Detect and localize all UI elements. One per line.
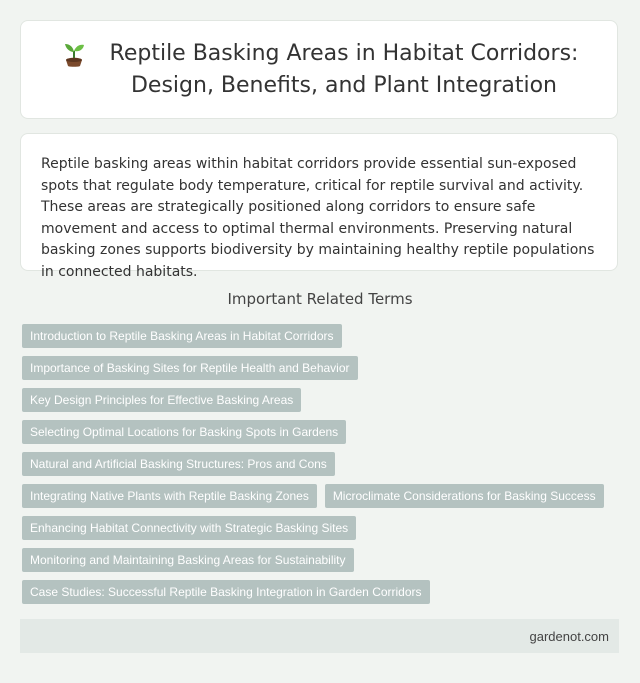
term-tag[interactable]: Key Design Principles for Effective Basking Areas (22, 388, 301, 412)
title-block (60, 38, 579, 102)
term-tag[interactable]: Case Studies: Successful Reptile Basking Integration in Garden Corridors (22, 580, 430, 604)
term-tag[interactable]: Monitoring and Maintaining Basking Areas for Sustainability (22, 548, 354, 572)
term-tag[interactable]: Enhancing Habitat Connectivity with Strategic Basking Sites (22, 516, 356, 540)
term-tag[interactable]: Microclimate Considerations for Basking Success (325, 484, 604, 508)
summary-text: Reptile basking areas within habitat corridors provide essential sun-exposed spots that regulate body temperature, critical for reptile survival and activity. These areas are strategically positioned along corridors to ensure safe movement and access to optimal thermal environments. Preserving natural basking zones supports biodiversity by maintaining healthy reptile populations in connected habitats. (41, 156, 595, 280)
footer (20, 619, 619, 653)
term-tag[interactable]: Integrating Native Plants with Reptile Basking Zones (22, 484, 317, 508)
title-line-1: Reptile Basking Areas in Habitat Corridors: (109, 40, 579, 66)
term-tag[interactable]: Selecting Optimal Locations for Basking Spots in Gardens (22, 420, 346, 444)
page-title (110, 38, 579, 102)
title-card (20, 20, 618, 119)
term-tag[interactable]: Introduction to Reptile Basking Areas in Habitat Corridors (22, 324, 342, 348)
seedling-icon (60, 40, 88, 68)
title-line-2: Design, Benefits, and Plant Integration (130, 72, 557, 98)
footer-site-link[interactable]: gardenot.com (529, 628, 609, 644)
term-tag[interactable]: Importance of Basking Sites for Reptile Health and Behavior (22, 356, 358, 380)
summary-card (20, 133, 618, 280)
related-terms-list (22, 324, 620, 612)
term-tag[interactable]: Natural and Artificial Basking Structures: Pros and Cons (22, 452, 335, 476)
related-terms-heading: Important Related Terms (227, 290, 413, 308)
